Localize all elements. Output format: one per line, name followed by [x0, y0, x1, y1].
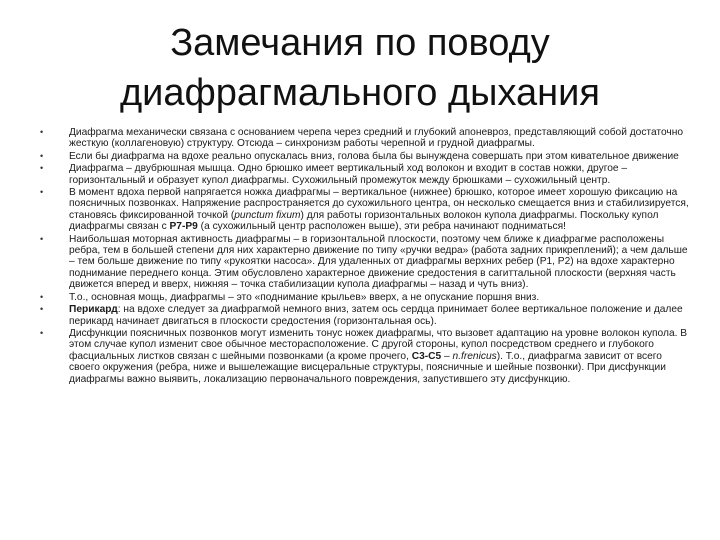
- bullet-text: Диафрагма – двубрюшная мышца. Одно брюшко имеет вертикальный ход волокон и входит в состав ножки, другое – горизонтальный и образует купол диафрагмы. Сухожильный промежуток между брюшками – сухожильный центр.: [69, 163, 628, 186]
- bullet-item-8: [40, 328, 690, 385]
- latin-term: punctum fixum: [234, 209, 301, 221]
- vertebra-range: С3-С5: [411, 350, 442, 362]
- bullet-item-7: [40, 304, 690, 327]
- rib-range: Р7-Р9: [169, 221, 198, 233]
- bullet-icon: •: [40, 187, 44, 198]
- bullet-text: Диафрагма механически связана с основанием черепа через средний и глубокий апоневроз, представляющий собой достаточно жесткую (коллагеновую) структуру. Отсюда – синхронизм работы черепной и грудной диафрагмы.: [69, 127, 684, 150]
- bullet-icon: •: [40, 127, 44, 137]
- bullet-icon: •: [40, 233, 44, 244]
- title-line-1: Замечания по поводу: [170, 22, 550, 64]
- bullet-item-6: [40, 292, 690, 303]
- bullet-item-4: [40, 187, 690, 233]
- bullet-text: [69, 328, 687, 385]
- bullet-icon: •: [40, 163, 44, 174]
- bullet-text-part: В момент вдоха первой напрягается ножка диафрагмы – вертикальное (нижнее) брюшко, которое имеет хорошую фиксацию на поясничных позвонках. Напряжение распространяется до сухожильного центра, он несколько смещается вниз и стабилизируется, становясь фиксированной точкой (: [69, 187, 689, 221]
- bullet-text: [69, 304, 683, 326]
- bullet-text: [69, 187, 689, 232]
- bullet-text-part: : на вдохе следует за диафрагмой немного вниз, затем ось сердца принимает более вертикальное положение и далее перикард начинает двигаться в плоскости средостения (горизонтальная ось).: [69, 304, 683, 327]
- bullet-item-3: [40, 163, 690, 186]
- bullet-item-5: [40, 234, 690, 291]
- bullet-icon: •: [40, 291, 44, 302]
- bullet-text-part: ). Т.о., диафрагма зависит от всего своего окружения (ребра, ниже и вышележащие висцеральные структуры, поясничные и шейные позвонки). При дисфункции диафрагмы важно выявить, локализацию первоначального повреждения, запустившего эту дисфункцию.: [69, 350, 666, 385]
- bullet-text: Т.о., основная мощь, диафрагмы – это «поднимание крыльев» вверх, а не опускание поршня вниз.: [69, 291, 540, 303]
- bullet-item-2: [40, 151, 690, 162]
- bullet-icon: •: [40, 327, 44, 338]
- title-line-2: диафрагмального дыхания: [120, 72, 600, 114]
- bullet-list: [40, 127, 690, 386]
- bullet-icon: •: [40, 304, 44, 315]
- bullet-text-part: (а сухожильный центр расположен выше), эти ребра начинают подниматься!: [197, 221, 566, 233]
- bullet-icon: •: [40, 150, 44, 161]
- bullet-text-part: ) для работы горизонтальных волокон купола диафрагмы. Поскольку купол диафрагмы связан с: [69, 209, 659, 233]
- bullet-text: Если бы диафрагма на вдохе реально опускалась вниз, голова была бы вынуждена совершать при этом кивательное движение: [69, 150, 679, 162]
- bullet-text-part: –: [441, 350, 453, 362]
- term-pericardium: Перикард: [69, 304, 118, 316]
- slide-title: [40, 18, 680, 118]
- latin-term: n.frenicus: [452, 350, 497, 362]
- bullet-item-1: [40, 127, 690, 150]
- bullet-text: Наибольшая моторная активность диафрагмы – в горизонтальной плоскости, поэтому чем ближе к диафрагме расположены ребра, тем в большей степени для них характерно движение по типу «ручки ведра» (работа задних прикреплений); а чем дальше – тем больше движение по типу «рукоятки насоса». Для удаленных от диафрагмы верхних ребер (Р1, Р2) на вдохе характерно поднимание переднего конца. Этим обусловлено характерное движение средостения в сагиттальной плоскости (верхняя часть движется вперед и вверх, нижняя – точка стабилизации купола диафрагмы – назад и чуть вниз).: [69, 233, 688, 291]
- bullet-text-part: Дисфункции поясничных позвонков могут изменить тонус ножек диафрагмы, что вызовет адаптацию на уровне волокон купола. В этом случае купол изменит свое обычное месторасположение. С другой стороны, купол посредством среднего и глубокого фасциальных листков связан с шейными позвонками (а кроме прочего,: [69, 327, 688, 362]
